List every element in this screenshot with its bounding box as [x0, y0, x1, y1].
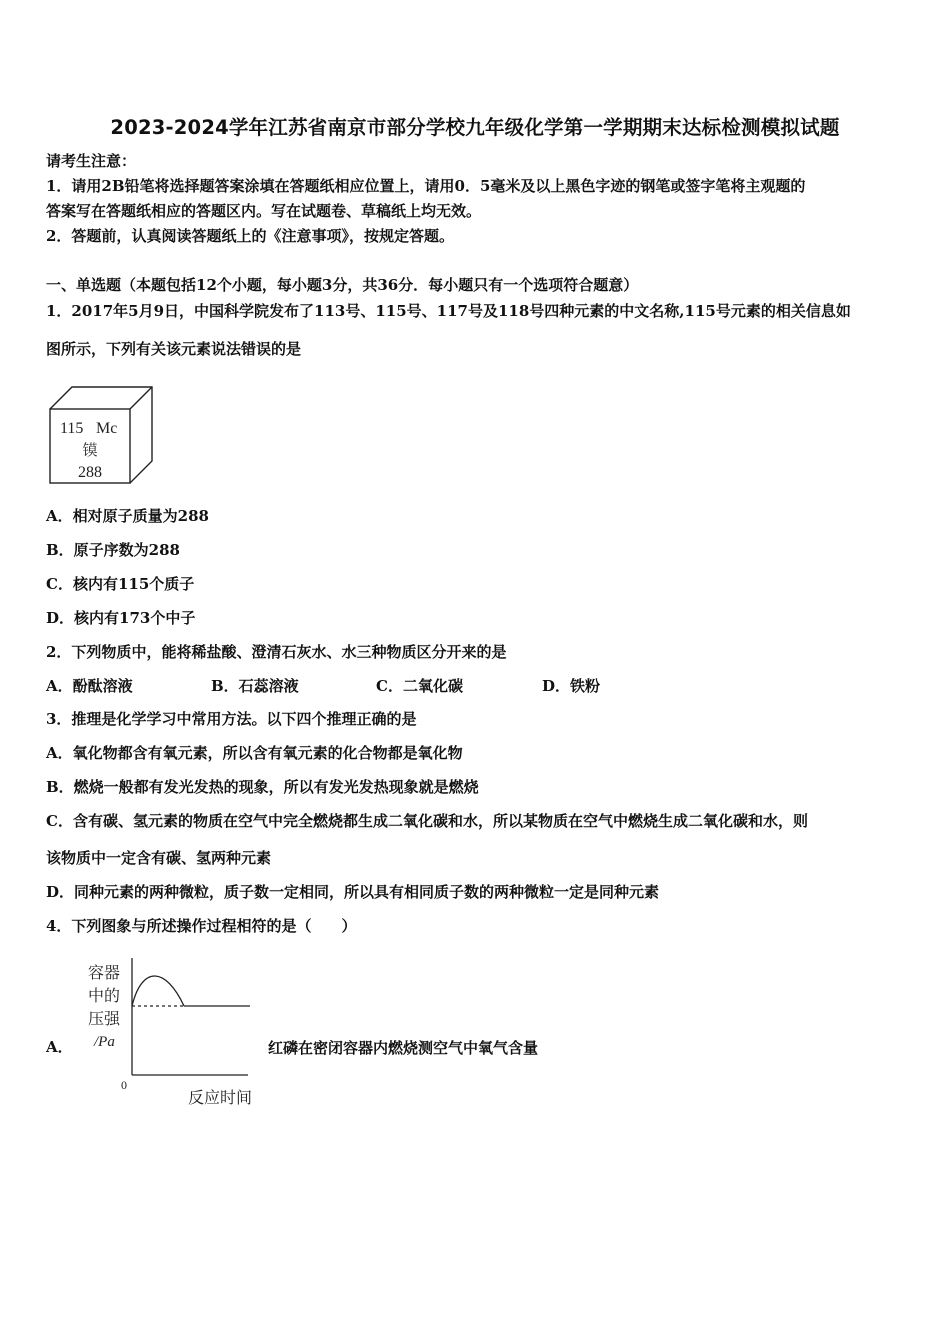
graph-ylabel-line-4: /Pa	[94, 1034, 115, 1050]
q4-pressure-graph	[80, 955, 270, 1110]
element-name: 镆	[82, 441, 98, 459]
notice-line-3: 2．答题前，认真阅读答题纸上的《注意事项》，按规定答题。	[46, 227, 454, 245]
graph-plot	[80, 955, 270, 1110]
element-symbol: Mc	[96, 420, 118, 437]
graph-ylabel-line-3: 压强	[88, 1009, 121, 1028]
q1-option-a: A．相对原子质量为288	[46, 507, 209, 525]
graph-origin-label: 0	[121, 1078, 127, 1092]
q3-option-d: D．同种元素的两种微粒，质子数一定相同，所以具有相同质子数的两种微粒一定是同种元素	[46, 883, 660, 901]
q3-option-b: B．燃烧一般都有发光发热的现象，所以有发光发热现象就是燃烧	[46, 778, 479, 796]
page-title: 2023-2024学年江苏省南京市部分学校九年级化学第一学期期末达标检测模拟试题	[110, 116, 840, 139]
notice-heading: 请考生注意：	[46, 152, 137, 170]
element-card-edge	[130, 387, 152, 409]
q2-option-b: B．石蕊溶液	[211, 677, 299, 695]
graph-pressure-curve	[132, 976, 184, 1006]
graph-xlabel: 反应时间	[188, 1088, 253, 1107]
q1-stem-line-1: 1．2017年5月9日，中国科学院发布了113号、115号、117号及118号四种元素的中文名称,115号元素的相关信息如	[46, 302, 851, 320]
q2-option-a: A．酚酞溶液	[46, 677, 133, 695]
q2-option-c: C．二氧化碳	[376, 677, 463, 695]
graph-ylabel-line-1: 容器	[88, 963, 121, 982]
q2-stem: 2．下列物质中，能将稀盐酸、澄清石灰水、水三种物质区分开来的是	[46, 643, 507, 661]
element-card-figure	[46, 384, 158, 486]
graph-ylabel-line-2: 中的	[88, 986, 121, 1005]
q1-option-c: C．核内有115个质子	[46, 575, 195, 593]
notice-line-1: 1．请用2B铅笔将选择题答案涂填在答题纸相应位置上，请用0．5毫米及以上黑色字迹的钢笔或签字笔将主观题的	[46, 177, 806, 195]
q1-option-b: B．原子序数为288	[46, 541, 180, 559]
q4-option-a-description: 红磷在密闭容器内燃烧测空气中氧气含量	[268, 1039, 539, 1057]
element-number: 115	[60, 420, 84, 437]
element-mass: 288	[78, 464, 102, 481]
q3-option-a: A．氧化物都含有氧元素，所以含有氧元素的化合物都是氧化物	[46, 744, 463, 762]
q3-option-c-line-1: C．含有碳、氢元素的物质在空气中完全燃烧都生成二氧化碳和水，所以某物质在空气中燃烧生成二氧化碳和水，则	[46, 812, 808, 830]
q2-option-d: D．铁粉	[542, 677, 601, 695]
q1-stem-line-2: 图所示，下列有关该元素说法错误的是	[46, 340, 302, 358]
q4-stem: 4．下列图象与所述操作过程相符的是（ ）	[46, 917, 357, 935]
section-heading: 一、单选题（本题包括12个小题，每小题3分，共36分．每小题只有一个选项符合题意）	[46, 276, 639, 294]
q3-stem: 3．推理是化学学习中常用方法。以下四个推理正确的是	[46, 710, 417, 728]
q3-option-c-line-2: 该物质中一定含有碳、氢两种元素	[46, 849, 272, 867]
q4-option-a-label: A．	[46, 1038, 73, 1056]
q1-option-d: D．核内有173个中子	[46, 609, 196, 627]
notice-line-2: 答案写在答题纸相应的答题区内。写在试题卷、草稿纸上均无效。	[46, 202, 482, 220]
